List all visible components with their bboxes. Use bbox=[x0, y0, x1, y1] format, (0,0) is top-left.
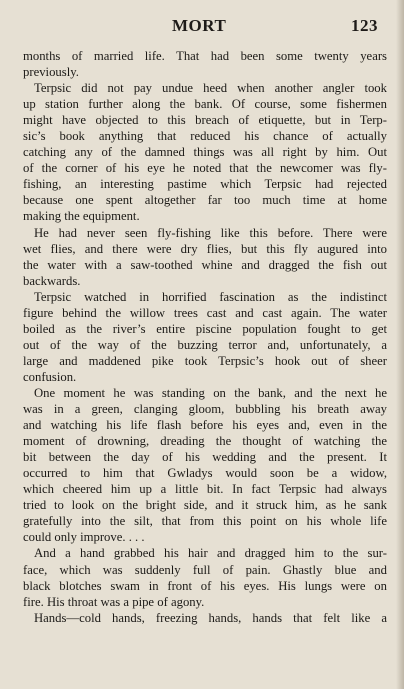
text-line: fishing, an interesting pastime which Terpsic had rejected bbox=[23, 177, 387, 192]
text-line: out of the way of the buzzing terror and, unfortunately, a bbox=[23, 337, 387, 352]
text-line: boiled as the river’s entire piscine population fought to get bbox=[23, 321, 387, 336]
text-line: making the equipment. bbox=[23, 209, 140, 224]
text-line: months of married life. That had been some twenty years bbox=[23, 49, 387, 63]
paragraph bbox=[23, 225, 387, 289]
text-line: moment of drowning, dreading the thought of watching the bbox=[23, 434, 387, 449]
paragraph bbox=[23, 48, 387, 80]
text-line: sic’s book anything that reduced his chance of actually bbox=[23, 129, 387, 144]
text-line: previously. bbox=[23, 65, 79, 80]
paragraph bbox=[23, 385, 387, 545]
text-line: confusion. bbox=[23, 369, 77, 384]
text-line: And a hand grabbed his hair and dragged him to the sur- bbox=[34, 546, 387, 561]
text-line: might have objected to this breach of etiquette, but in Terp- bbox=[23, 113, 387, 128]
text-line: Hands—cold hands, freezing hands, hands that felt like a bbox=[34, 610, 387, 625]
text-line: and watching his life flash before his eyes and, even in the bbox=[23, 418, 387, 433]
text-line: which cheered him up a little bit. In fact Terpsic had always bbox=[23, 482, 387, 497]
text-line: tried to look on the bright side, and it struck him, as he sank bbox=[23, 498, 387, 513]
text-line: backwards. bbox=[23, 273, 81, 288]
body-text bbox=[23, 48, 387, 626]
text-line: occurred to him that Gwladys would soon be a widow, bbox=[23, 466, 387, 481]
text-line: One moment he was standing on the bank, and the next he bbox=[34, 385, 387, 400]
text-line: Terpsic watched in horrified fascination as the indistinct bbox=[34, 289, 387, 304]
text-line: could only improve. . . . bbox=[23, 530, 145, 545]
text-line: Terpsic did not pay undue heed when another angler took bbox=[34, 81, 387, 96]
page-edge-shadow bbox=[396, 0, 404, 689]
text-line: figure behind the willow trees cast and cast again. The water bbox=[23, 305, 387, 320]
paragraph bbox=[23, 545, 387, 609]
text-line: was in a green, clanging gloom, bubbling his breath away bbox=[23, 402, 387, 417]
text-line: catching any of the damned things was all right by him. Out bbox=[23, 145, 387, 160]
text-line: up station further along the bank. Of course, some fishermen bbox=[23, 97, 387, 112]
text-line: fire. His throat was a pipe of agony. bbox=[23, 594, 205, 609]
text-line: gratefully into the silt, that from this point on his whole life bbox=[23, 514, 387, 529]
running-head: MORT bbox=[172, 16, 227, 35]
page-number: 123 bbox=[351, 16, 378, 35]
text-line: wet flies, and there were dry flies, but this fly augured into bbox=[23, 241, 387, 256]
text-line: the water with a saw-toothed whine and dragged the fish out bbox=[23, 257, 387, 272]
text-line: black blotches swam in front of his eyes. His lungs were on bbox=[23, 578, 387, 593]
text-line: face, which was suddenly full of pain. Ghastly blue and bbox=[23, 562, 387, 577]
text-line: because one spent altogether far too much time at home bbox=[23, 193, 387, 208]
text-line: large and maddened pike took Terpsic’s hook out of sheer bbox=[23, 353, 387, 368]
text-line: of the corner of his eye he noted that the newcomer was fly- bbox=[23, 161, 387, 176]
paragraph bbox=[23, 289, 387, 385]
text-line: bit between the day of his wedding and the present. It bbox=[23, 450, 387, 465]
page-header bbox=[26, 16, 378, 40]
paragraph bbox=[23, 80, 387, 224]
text-line: He had never seen fly-fishing like this before. There were bbox=[34, 225, 387, 240]
paragraph bbox=[23, 610, 387, 626]
